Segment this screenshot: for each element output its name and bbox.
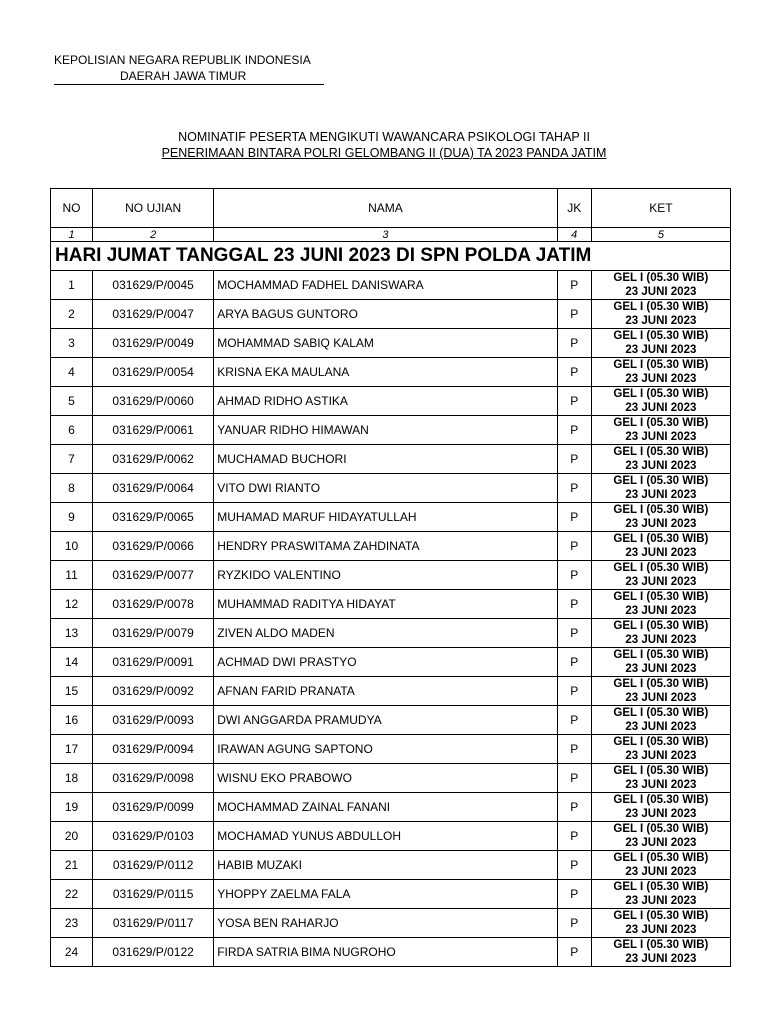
table-row [51,648,731,677]
section-title-row [51,242,731,271]
cell-nama: MOCHAMMAD FADHEL DANISWARA [214,271,558,300]
table-row [51,706,731,735]
cell-jk: P [557,880,591,909]
table-row [51,300,731,329]
cell-no-ujian: 031629/P/0062 [93,445,214,474]
cell-nama: MUCHAMAD BUCHORI [214,445,558,474]
cell-nama: HABIB MUZAKI [214,851,558,880]
ket-date: 23 JUNI 2023 [625,837,697,849]
table-row [51,561,731,590]
table-row [51,735,731,764]
column-index: 5 [591,228,730,242]
cell-no-ujian: 031629/P/0112 [93,851,214,880]
column-header-nama: NAMA [214,189,558,228]
column-index-row [51,228,731,242]
cell-ket [591,851,730,880]
cell-no-ujian: 031629/P/0093 [93,706,214,735]
cell-no-ujian: 031629/P/0103 [93,822,214,851]
cell-ket [591,474,730,503]
cell-no-ujian: 031629/P/0060 [93,387,214,416]
cell-jk: P [557,648,591,677]
table-row [51,387,731,416]
column-index: 2 [93,228,214,242]
cell-nama: MOHAMMAD SABIQ KALAM [214,329,558,358]
cell-ket [591,822,730,851]
ket-session: GEL I (05.30 WIB) [613,301,709,313]
cell-ket [591,938,730,967]
cell-jk: P [557,300,591,329]
cell-no-ujian: 031629/P/0066 [93,532,214,561]
cell-no-ujian: 031629/P/0064 [93,474,214,503]
cell-ket [591,358,730,387]
table-row [51,474,731,503]
cell-no-ujian: 031629/P/0122 [93,938,214,967]
cell-ket [591,619,730,648]
cell-no: 23 [51,909,93,938]
cell-jk: P [557,938,591,967]
cell-jk: P [557,532,591,561]
organization-underline [54,84,324,85]
cell-no: 15 [51,677,93,706]
cell-no: 8 [51,474,93,503]
table-row [51,938,731,967]
cell-jk: P [557,387,591,416]
cell-jk: P [557,822,591,851]
ket-date: 23 JUNI 2023 [625,721,697,733]
cell-ket [591,532,730,561]
cell-nama: HENDRY PRASWITAMA ZAHDINATA [214,532,558,561]
cell-jk: P [557,793,591,822]
cell-no: 3 [51,329,93,358]
table-header-row [51,189,731,228]
column-header-jk: JK [557,189,591,228]
ket-date: 23 JUNI 2023 [625,953,697,965]
cell-nama: FIRDA SATRIA BIMA NUGROHO [214,938,558,967]
cell-jk: P [557,590,591,619]
ket-session: GEL I (05.30 WIB) [613,620,709,632]
ket-date: 23 JUNI 2023 [625,286,697,298]
cell-nama: MUHAMMAD RADITYA HIDAYAT [214,590,558,619]
column-header-ket: KET [591,189,730,228]
cell-no: 12 [51,590,93,619]
cell-nama: MUHAMAD MARUF HIDAYATULLAH [214,503,558,532]
ket-session: GEL I (05.30 WIB) [613,504,709,516]
table-row [51,503,731,532]
ket-session: GEL I (05.30 WIB) [613,272,709,284]
cell-no: 4 [51,358,93,387]
column-index: 1 [51,228,93,242]
ket-date: 23 JUNI 2023 [625,460,697,472]
cell-no-ujian: 031629/P/0092 [93,677,214,706]
table-row [51,416,731,445]
cell-nama: AHMAD RIDHO ASTIKA [214,387,558,416]
ket-session: GEL I (05.30 WIB) [613,330,709,342]
cell-jk: P [557,677,591,706]
ket-date: 23 JUNI 2023 [625,895,697,907]
cell-jk: P [557,445,591,474]
cell-jk: P [557,358,591,387]
cell-jk: P [557,764,591,793]
document-title [0,129,768,161]
column-index: 3 [214,228,558,242]
ket-date: 23 JUNI 2023 [625,402,697,414]
ket-date: 23 JUNI 2023 [625,692,697,704]
ket-session: GEL I (05.30 WIB) [613,533,709,545]
ket-date: 23 JUNI 2023 [625,924,697,936]
cell-nama: MOCHAMAD YUNUS ABDULLOH [214,822,558,851]
table-row [51,329,731,358]
cell-ket [591,735,730,764]
cell-jk: P [557,619,591,648]
cell-no: 16 [51,706,93,735]
ket-session: GEL I (05.30 WIB) [613,881,709,893]
cell-no-ujian: 031629/P/0054 [93,358,214,387]
organization-name: KEPOLISIAN NEGARA REPUBLIK INDONESIA [54,53,311,67]
ket-date: 23 JUNI 2023 [625,634,697,646]
cell-ket [591,329,730,358]
cell-no: 22 [51,880,93,909]
title-line-2: PENERIMAAN BINTARA POLRI GELOMBANG II (DUA) TA 2023 PANDA JATIM [161,146,607,160]
cell-no: 17 [51,735,93,764]
cell-no-ujian: 031629/P/0049 [93,329,214,358]
organization-region: DAERAH JAWA TIMUR [120,69,247,83]
table-row [51,793,731,822]
table-row [51,619,731,648]
cell-jk: P [557,474,591,503]
cell-jk: P [557,851,591,880]
cell-jk: P [557,416,591,445]
ket-session: GEL I (05.30 WIB) [613,794,709,806]
table-row [51,909,731,938]
cell-nama: AFNAN FARID PRANATA [214,677,558,706]
cell-no: 2 [51,300,93,329]
ket-date: 23 JUNI 2023 [625,373,697,385]
table-row [51,445,731,474]
cell-no: 6 [51,416,93,445]
ket-session: GEL I (05.30 WIB) [613,475,709,487]
ket-session: GEL I (05.30 WIB) [613,707,709,719]
cell-ket [591,764,730,793]
cell-ket [591,677,730,706]
ket-session: GEL I (05.30 WIB) [613,765,709,777]
cell-nama: RYZKIDO VALENTINO [214,561,558,590]
cell-ket [591,561,730,590]
cell-no-ujian: 031629/P/0045 [93,271,214,300]
column-header-no: NO [51,189,93,228]
cell-no-ujian: 031629/P/0098 [93,764,214,793]
cell-ket [591,387,730,416]
cell-ket [591,793,730,822]
table-row [51,880,731,909]
ket-session: GEL I (05.30 WIB) [613,736,709,748]
cell-no: 1 [51,271,93,300]
ket-session: GEL I (05.30 WIB) [613,939,709,951]
cell-no: 19 [51,793,93,822]
ket-date: 23 JUNI 2023 [625,779,697,791]
cell-jk: P [557,561,591,590]
ket-date: 23 JUNI 2023 [625,808,697,820]
cell-nama: KRISNA EKA MAULANA [214,358,558,387]
ket-date: 23 JUNI 2023 [625,750,697,762]
cell-no: 24 [51,938,93,967]
ket-session: GEL I (05.30 WIB) [613,359,709,371]
cell-ket [591,503,730,532]
column-header-no-ujian: NO UJIAN [93,189,214,228]
cell-nama: VITO DWI RIANTO [214,474,558,503]
cell-ket [591,880,730,909]
cell-no: 11 [51,561,93,590]
cell-jk: P [557,735,591,764]
cell-nama: IRAWAN AGUNG SAPTONO [214,735,558,764]
table-row [51,271,731,300]
table-row [51,851,731,880]
table-row [51,590,731,619]
cell-no-ujian: 031629/P/0077 [93,561,214,590]
cell-no-ujian: 031629/P/0091 [93,648,214,677]
cell-nama: DWI ANGGARDA PRAMUDYA [214,706,558,735]
cell-jk: P [557,503,591,532]
ket-date: 23 JUNI 2023 [625,344,697,356]
cell-no: 18 [51,764,93,793]
section-title: HARI JUMAT TANGGAL 23 JUNI 2023 DI SPN POLDA JATIM [51,242,731,271]
column-index: 4 [557,228,591,242]
cell-no: 9 [51,503,93,532]
participant-table-body [51,189,731,967]
cell-jk: P [557,909,591,938]
ket-date: 23 JUNI 2023 [625,605,697,617]
ket-session: GEL I (05.30 WIB) [613,649,709,661]
cell-ket [591,416,730,445]
ket-date: 23 JUNI 2023 [625,431,697,443]
cell-jk: P [557,329,591,358]
ket-date: 23 JUNI 2023 [625,518,697,530]
cell-ket [591,648,730,677]
cell-no-ujian: 031629/P/0079 [93,619,214,648]
cell-ket [591,300,730,329]
ket-session: GEL I (05.30 WIB) [613,823,709,835]
cell-nama: YHOPPY ZAELMA FALA [214,880,558,909]
cell-nama: YANUAR RIDHO HIMAWAN [214,416,558,445]
ket-session: GEL I (05.30 WIB) [613,417,709,429]
ket-date: 23 JUNI 2023 [625,866,697,878]
cell-no: 10 [51,532,93,561]
cell-nama: YOSA BEN RAHARJO [214,909,558,938]
cell-no: 7 [51,445,93,474]
table-row [51,532,731,561]
cell-nama: ZIVEN ALDO MADEN [214,619,558,648]
cell-nama: ACHMAD DWI PRASTYO [214,648,558,677]
cell-nama: ARYA BAGUS GUNTORO [214,300,558,329]
ket-date: 23 JUNI 2023 [625,547,697,559]
table-row [51,677,731,706]
participant-table [50,188,731,967]
cell-nama: MOCHAMMAD ZAINAL FANANI [214,793,558,822]
ket-session: GEL I (05.30 WIB) [613,852,709,864]
cell-no-ujian: 031629/P/0099 [93,793,214,822]
cell-no: 5 [51,387,93,416]
title-line-1: NOMINATIF PESERTA MENGIKUTI WAWANCARA PSIKOLOGI TAHAP II [178,130,590,144]
ket-date: 23 JUNI 2023 [625,663,697,675]
ket-session: GEL I (05.30 WIB) [613,562,709,574]
cell-ket [591,706,730,735]
ket-date: 23 JUNI 2023 [625,315,697,327]
cell-no-ujian: 031629/P/0115 [93,880,214,909]
cell-no: 21 [51,851,93,880]
cell-no-ujian: 031629/P/0117 [93,909,214,938]
cell-no: 20 [51,822,93,851]
ket-session: GEL I (05.30 WIB) [613,910,709,922]
organization-header [54,52,311,84]
cell-no: 14 [51,648,93,677]
cell-nama: WISNU EKO PRABOWO [214,764,558,793]
ket-date: 23 JUNI 2023 [625,576,697,588]
ket-session: GEL I (05.30 WIB) [613,678,709,690]
cell-no-ujian: 031629/P/0047 [93,300,214,329]
cell-no-ujian: 031629/P/0078 [93,590,214,619]
cell-ket [591,271,730,300]
table-row [51,764,731,793]
ket-date: 23 JUNI 2023 [625,489,697,501]
cell-no-ujian: 031629/P/0061 [93,416,214,445]
cell-ket [591,909,730,938]
cell-jk: P [557,706,591,735]
table-row [51,358,731,387]
cell-no-ujian: 031629/P/0094 [93,735,214,764]
cell-ket [591,590,730,619]
cell-no: 13 [51,619,93,648]
cell-ket [591,445,730,474]
ket-session: GEL I (05.30 WIB) [613,446,709,458]
ket-session: GEL I (05.30 WIB) [613,388,709,400]
ket-session: GEL I (05.30 WIB) [613,591,709,603]
table-row [51,822,731,851]
cell-no-ujian: 031629/P/0065 [93,503,214,532]
cell-jk: P [557,271,591,300]
